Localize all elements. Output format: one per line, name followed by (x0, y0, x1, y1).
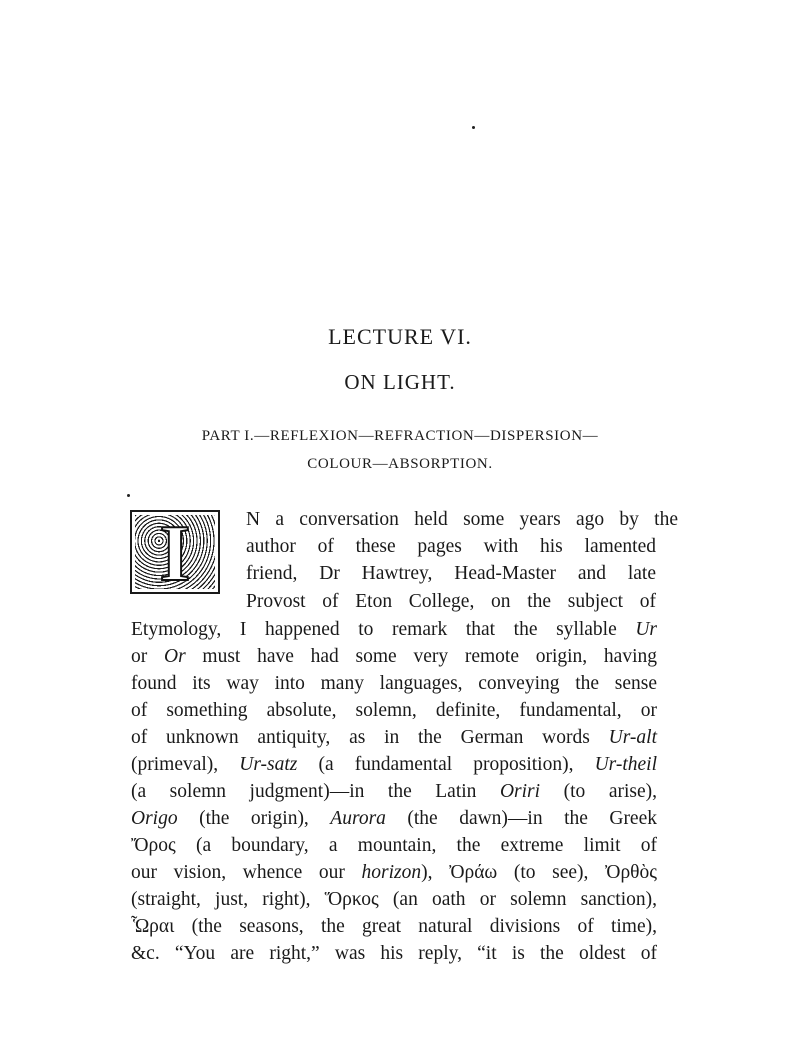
text-line: found its way into many languages, conveying the sense (131, 673, 657, 694)
text-line: of unknown antiquity, as in the German words Ur-alt (131, 727, 657, 748)
text-line: or Or must have had some very remote origin, having (131, 646, 657, 667)
text-line: author of these pages with his lamented (246, 536, 656, 557)
text-line: Ὄρος (a boundary, a mountain, the extreme limit of (131, 835, 657, 856)
text-line: &c. “You are right,” was his reply, “it is the oldest of (131, 943, 657, 964)
text-line: Origo (the origin), Aurora (the dawn)—in the Greek (131, 808, 657, 829)
text-line: of something absolute, solemn, definite, fundamental, or (131, 700, 657, 721)
ornamental-drop-cap (130, 510, 220, 598)
chapter-subtitle-line-1: PART I.—REFLEXION—REFRACTION—DISPERSION— (201, 428, 599, 444)
lecture-number: LECTURE VI. (328, 324, 472, 349)
text-line: Ὧραι (the seasons, the great natural divisions of time), (131, 916, 657, 937)
text-line: friend, Dr Hawtrey, Head-Master and late (246, 563, 656, 584)
text-line: (straight, just, right), Ὅρκος (an oath or solemn sanction), (131, 889, 657, 910)
print-speck (127, 494, 130, 497)
drop-cap-letter: I (159, 510, 191, 598)
text-line: Provost of Eton College, on the subject of (246, 591, 656, 612)
text-line: (primeval), Ur-satz (a fundamental proposition), Ur-theil (131, 754, 657, 775)
text-line: N a conversation held some years ago by the (246, 509, 678, 530)
print-speck (472, 126, 475, 129)
text-line: our vision, whence our horizon), Ὀράω (to see), Ὀρθὸς (131, 862, 657, 883)
text-line: Etymology, I happened to remark that the syllable Ur (131, 619, 657, 640)
text-line: (a solemn judgment)—in the Latin Oriri (to arise), (131, 781, 657, 802)
chapter-subtitle-line-2: COLOUR—ABSORPTION. (307, 456, 493, 472)
chapter-title: ON LIGHT. (344, 370, 456, 394)
